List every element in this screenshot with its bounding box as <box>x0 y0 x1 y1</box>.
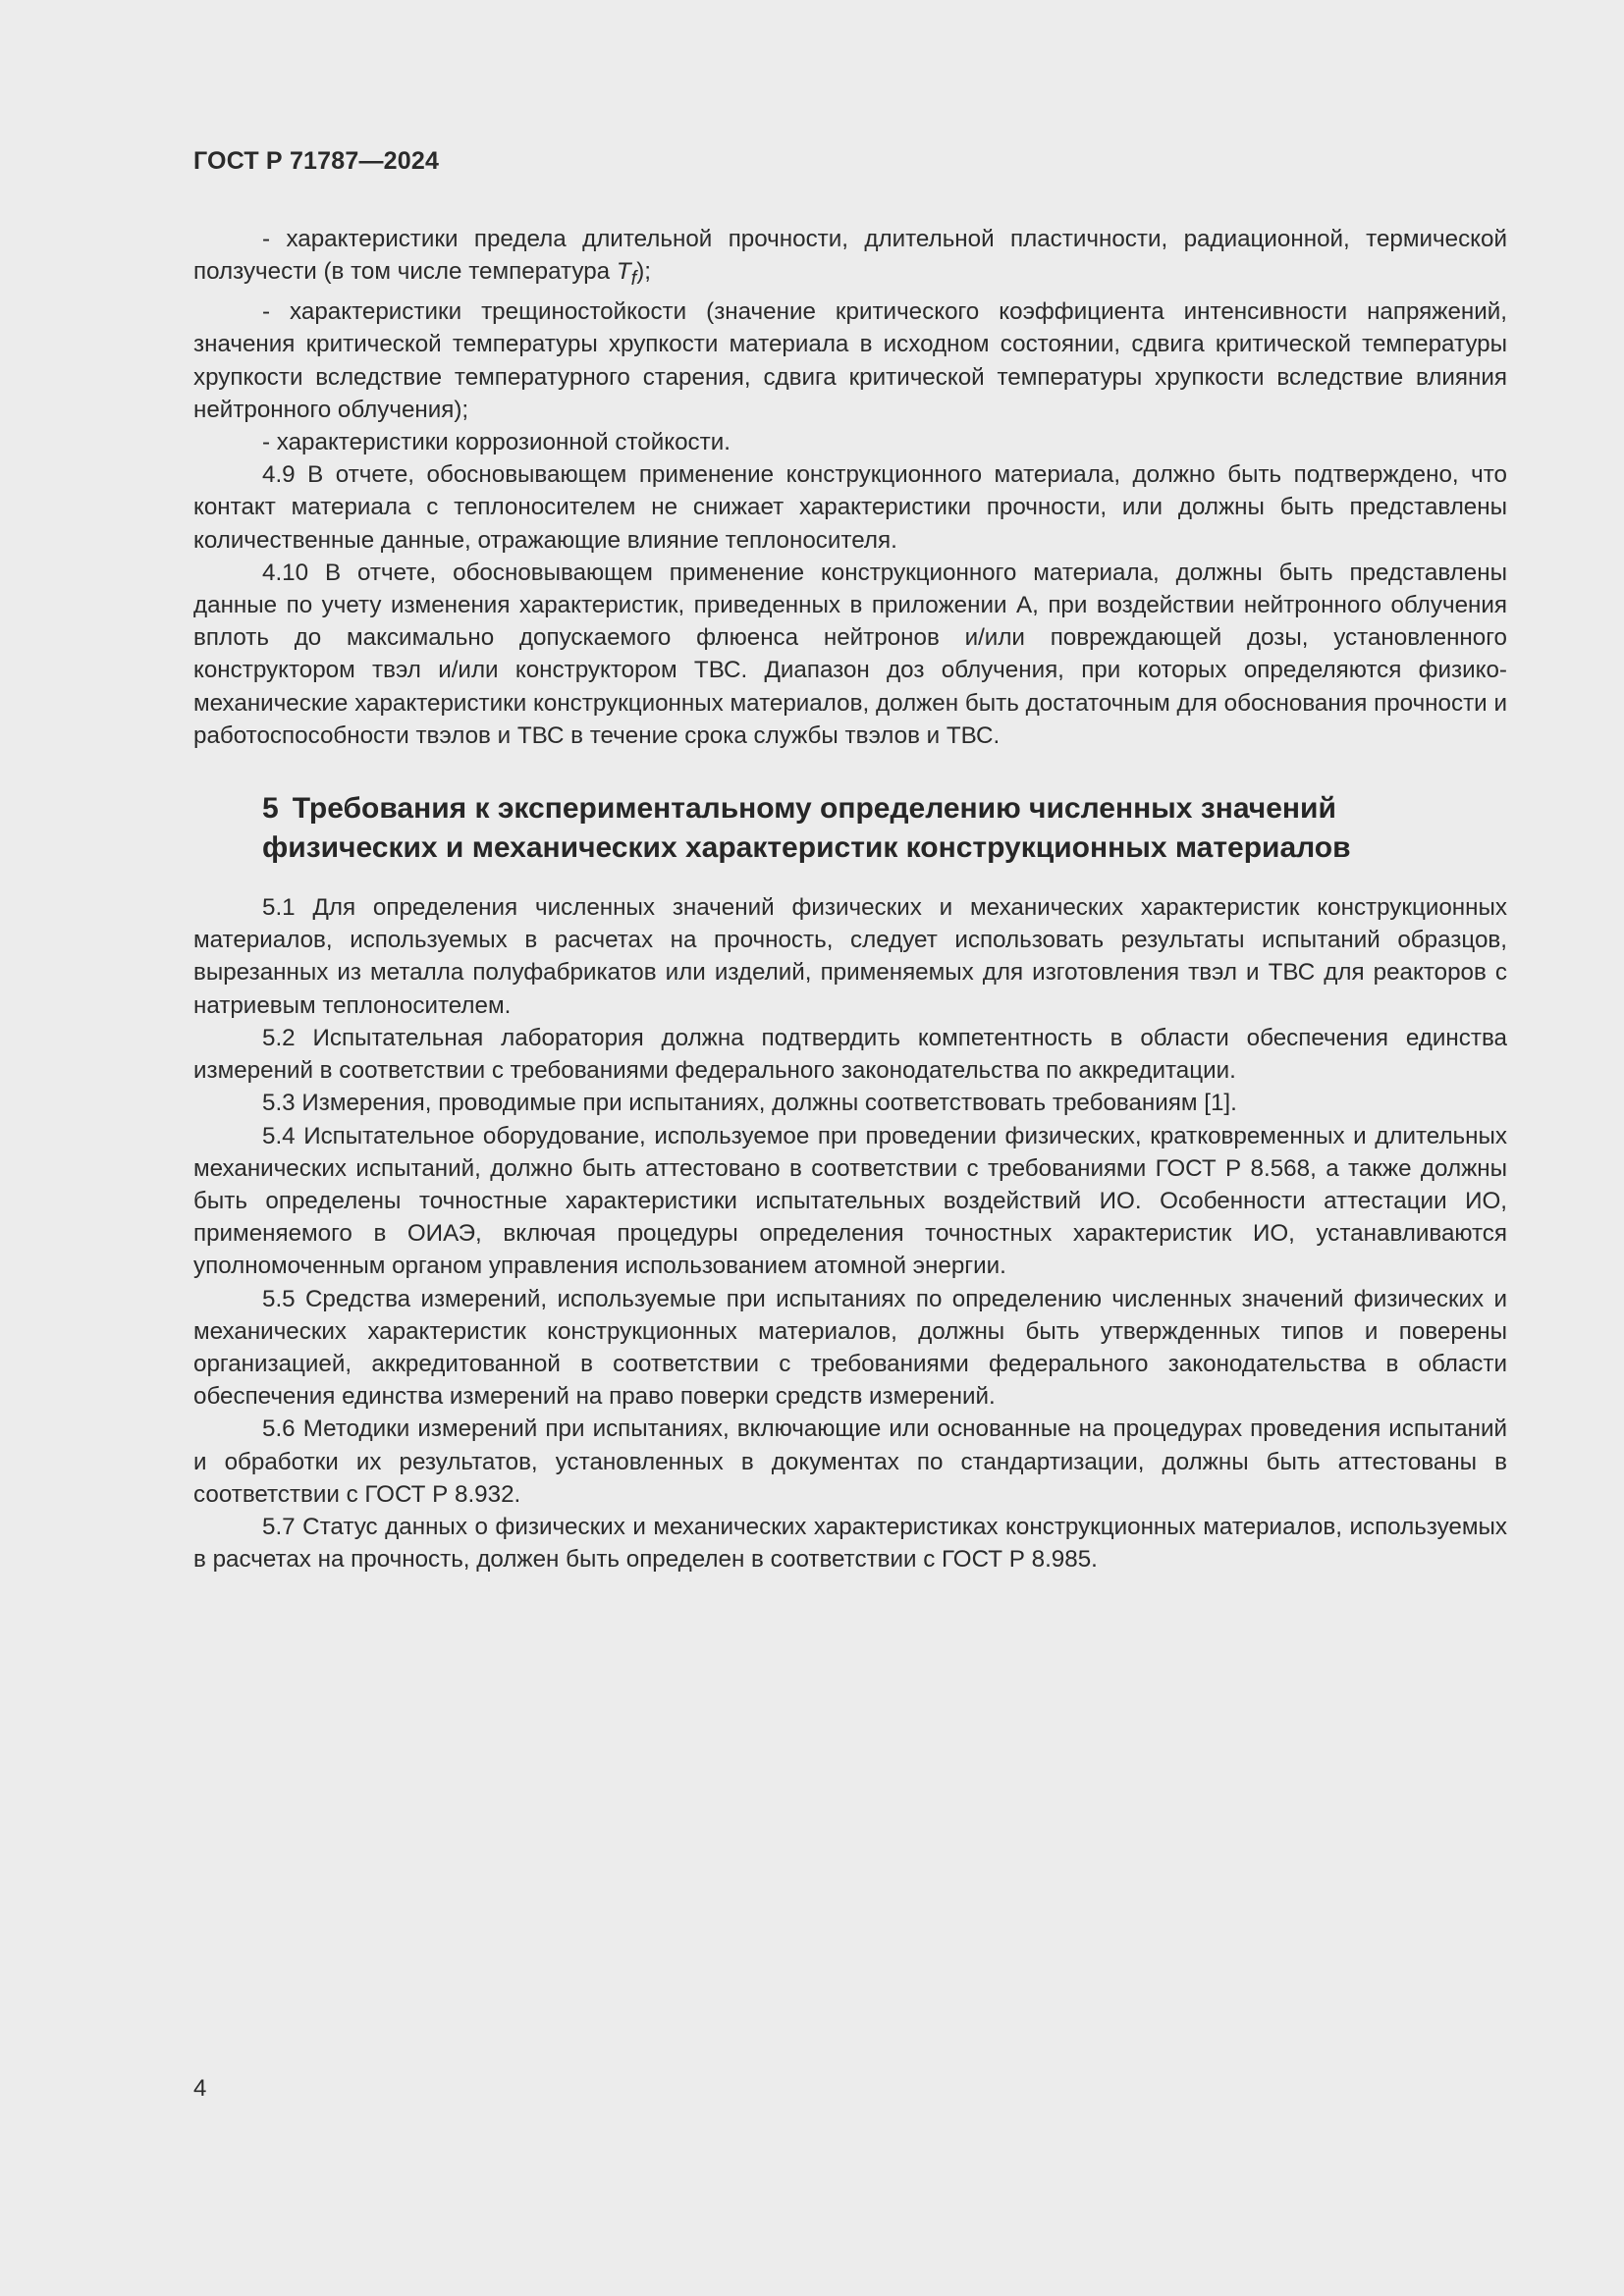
page-number: 4 <box>193 2075 207 2102</box>
list-item-creep-strength: - характеристики предела длительной прочности, длительной пластичности, радиационной, термической ползучести (в том числе температура $T_f$); <box>193 226 1507 291</box>
paragraph-5-3: 5.3 Измерения, проводимые при испытаниях, должны соответствовать требованиям [1]. <box>262 1090 1237 1117</box>
section-5-heading <box>262 789 1507 868</box>
paragraph-5-2: 5.2 Испытательная лаборатория должна подтвердить компетентность в области обеспечения единства измерений в соответствии с требованиями федерального законодательства по аккредитации. <box>193 1024 1507 1085</box>
document-body <box>193 223 1507 1575</box>
paragraph-4-9: 4.9 В отчете, обосновывающем применение конструкционного материала, должно быть подтверждено, что контакт материала с теплоносителем не снижает характеристики прочности, или должны быть представлены количественные данные, отражающие влияние теплоносителя. <box>193 461 1507 554</box>
paragraph-5-4: 5.4 Испытательное оборудование, используемое при проведении физических, кратковременных и длительных механических испытаний, должно быть аттестовано в соответствии с требованиями ГОСТ Р 8.568, а также должны быть определены точностные характеристики испытательных воздействий ИО. Особенности аттестации ИО, применяемого в ОИАЭ, включая процедуры определения точностных характеристик ИО, устанавливаются уполномоченным органом управления использованием атомной энергии. <box>193 1122 1507 1280</box>
temperature-symbol: T <box>616 258 631 286</box>
list-item-crack-resistance: - характеристики трещиностойкости (значение критического коэффициента интенсивности напряжений, значения критической температуры хрупкости материала в исходном состоянии, сдвига критической температуры хрупкости вследствие температурного старения, сдвига критической температуры хрупкости вследствие влияния нейтронного облучения); <box>193 298 1507 423</box>
paragraph-5-6: 5.6 Методики измерений при испытаниях, включающие или основанные на процедурах проведения испытаний и обработки их результатов, установленных в документах по стандартизации, должны быть аттестованы в соответствии с ГОСТ Р 8.932. <box>193 1415 1507 1508</box>
paragraph-5-7: 5.7 Статус данных о физических и механических характеристиках конструкционных материалов, используемых в расчетах на прочность, должен быть определен в соответствии с ГОСТ Р 8.985. <box>193 1513 1507 1574</box>
temperature-subscript: f <box>630 268 637 291</box>
section-5-number: 5 <box>262 792 279 826</box>
paragraph-5-1: 5.1 Для определения численных значений физических и механических характеристик конструкционных материалов, используемых в расчетах на прочность, следует использовать результаты испытаний образцов, вырезанных из металла полуфабрикатов или изделий, применяемых для изготовления твэл и ТВС для реакторов с натриевым теплоносителем. <box>193 894 1507 1019</box>
paragraph-5-5: 5.5 Средства измерений, используемые при испытаниях по определению численных значений физических и механических характеристик конструкционных материалов, должны быть утвержденных типов и поверены организацией, аккредитованной в соответствии с требованиями федерального законодательства в области обеспечения единства измерений на право поверки средств измерений. <box>193 1285 1507 1411</box>
document-header: ГОСТ Р 71787—2024 <box>193 147 440 175</box>
list-item-corrosion-resistance: - характеристики коррозионной стойкости. <box>262 429 731 456</box>
paragraph-4-10: 4.10 В отчете, обосновывающем применение конструкционного материала, должны быть представлены данные по учету изменения характеристик, приведенных в приложении А, при воздействии нейтронного облучения вплоть до максимально допускаемого флюенса нейтронов и/или повреждающей дозы, установленного конструктором твэл и/или конструктором ТВС. Диапазон доз облучения, при которых определяются физико-механические характеристики конструкционных материалов, должен быть достаточным для обоснования прочности и работоспособности твэлов и ТВС в течение срока службы твэлов и ТВС. <box>193 559 1507 749</box>
section-5-title: Требования к экспериментальному определению численных значений физических и механических характеристик конструкционных материалов <box>262 792 1351 865</box>
